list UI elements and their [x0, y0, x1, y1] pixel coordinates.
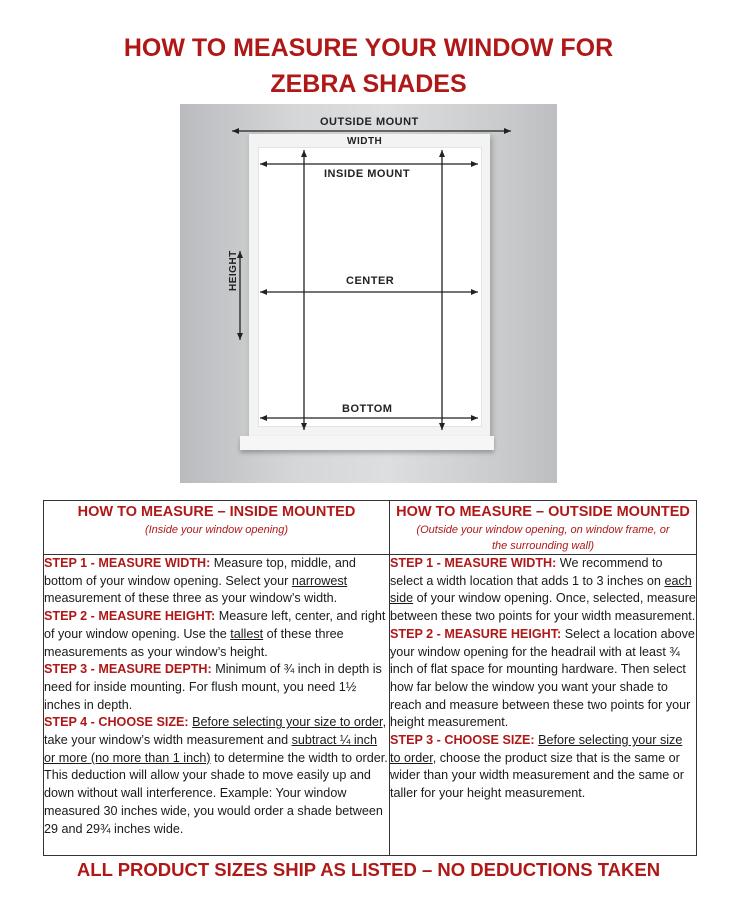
outside-mount-subheading-2: the surrounding wall) — [491, 540, 595, 552]
outside-mount-header — [390, 501, 697, 555]
inside-mount-heading: HOW TO MEASURE – INSIDE MOUNTED — [77, 504, 356, 520]
footer-notice: ALL PRODUCT SIZES SHIP AS LISTED – NO DEDUCTIONS TAKEN — [76, 859, 661, 880]
outside-mount-subheading-1: (Outside your window opening, on window frame, or — [416, 524, 670, 536]
outside-mount-steps — [390, 555, 697, 856]
inside-step-3: STEP 3 - MEASURE DEPTH: Minimum of ¾ inch in depth is need for inside mounting. For flush mount, you need 1½ inches in depth. — [44, 662, 382, 712]
page-title-line-2: ZEBRA SHADES — [270, 70, 467, 98]
outside-mount-label: OUTSIDE MOUNT — [320, 116, 419, 128]
inside-step-1: STEP 1 - MEASURE WIDTH: Measure top, middle, and bottom of your window opening. Select your narrowest measurement of these three as your window’s width. — [44, 556, 356, 606]
inside-mount-label: INSIDE MOUNT — [324, 168, 411, 180]
inside-mount-header — [44, 501, 390, 555]
outside-mount-heading: HOW TO MEASURE – OUTSIDE MOUNTED — [396, 504, 690, 520]
outside-step-1: STEP 1 - MEASURE WIDTH: We recommend to select a width location that adds 1 to 3 inches on each side of your window opening. Once, selected, measure between these two points for your width measurement. — [390, 556, 696, 624]
page-title-line-1: HOW TO MEASURE YOUR WINDOW FOR — [123, 34, 614, 62]
width-label: WIDTH — [347, 136, 383, 147]
window-measurement-diagram — [180, 104, 557, 483]
height-label: HEIGHT — [228, 250, 239, 291]
inside-mount-subheading: (Inside your window opening) — [144, 524, 289, 536]
outside-step-2: STEP 2 - MEASURE HEIGHT: Select a location above your window opening for the headrail with at least ¾ inch of flat space for mounting hardware. Then select how far below the window you want your shade to reach and measure between these two points for your height measurement. — [390, 626, 695, 730]
inside-mount-steps — [44, 555, 390, 856]
center-label: CENTER — [346, 275, 395, 287]
inside-step-2: STEP 2 - MEASURE HEIGHT: Measure left, center, and right of your window opening. Use the tallest of these three measurements as your window’s height. — [44, 609, 386, 659]
measurement-arrows — [180, 104, 557, 483]
outside-step-3: STEP 3 - CHOOSE SIZE: Before selecting your size to order, choose the product size that is the same or wider than your width measurement and the same or taller for your height measurement. — [390, 733, 685, 801]
measuring-instructions-table — [43, 500, 697, 856]
inside-step-4: STEP 4 - CHOOSE SIZE: Before selecting your size to order, take your window’s width measurement and subtract ¼ inch or more (no more than 1 inch) to determine the width to order. This deduction will allow your shade to move easily up and down without wall interference. Example: Your window measured 30 inches wide, you would order a shade between 29 and 29¾ inches wide. — [44, 715, 388, 836]
bottom-label: BOTTOM — [342, 403, 393, 415]
